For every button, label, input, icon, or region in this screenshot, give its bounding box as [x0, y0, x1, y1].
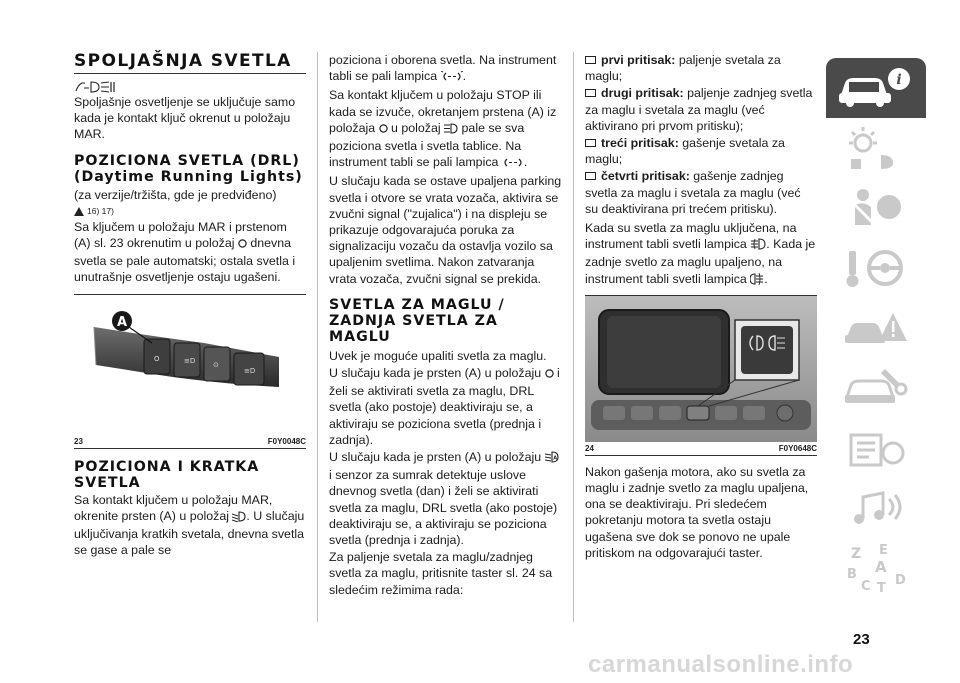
figure-24: [585, 296, 817, 442]
col3-p1-text-b: . Kada je zadnje svetlo za maglu upaljeno, na instrument tabli svetli lampica: [585, 237, 816, 286]
bullet-marker: [585, 139, 596, 147]
drl-refs: [74, 205, 306, 218]
headlight-icon: [74, 79, 306, 93]
watermark: carmanualsonline.info: [588, 651, 854, 678]
col2-p5-text-b: i želi se aktivirati svetla za maglu, DRL svetla (ako postoje) deaktiviraju se, a aktiviraju se poziciona svetla (prednja i zadnja).: [329, 366, 560, 447]
col2-paragraph-1: [329, 52, 562, 86]
pos-text-b: . U slučaju uključivanja kratkih svetala, dnevna svetla se gase a pale se: [74, 508, 305, 558]
col2-paragraph-2: [329, 87, 562, 172]
svg-text:≡D: ≡D: [244, 366, 256, 375]
title-rule: [74, 73, 306, 74]
col2-paragraph-5: [329, 365, 562, 448]
low-beam-icon: [232, 510, 246, 526]
bullet-second-press: [585, 85, 817, 134]
col2-paragraph-3: U slučaju kada se ostave upaljena parking svetla i otvore se vrata vozača, aktivira se zvučni signal ("zujalica") i na displeju se prikazuje odgovarajuća poruka za signalizaciju vozaču da ostavlja vozilo sa upaljenim svetlima. Nakon zatvaranja vrata vozača, zvučni signal se prekida.: [329, 174, 562, 286]
index-letter: D: [895, 573, 906, 588]
auto-light-ring-icon: [238, 237, 247, 253]
chapter-tabs: [826, 58, 926, 598]
column-2: [329, 52, 562, 598]
col2-p2-text-d: .: [523, 155, 528, 170]
bullet-first-press: [585, 52, 817, 84]
figure-23-code: F0Y0048C: [267, 436, 306, 446]
column-divider-1: [317, 52, 318, 622]
bullet-fourth-press: [585, 168, 817, 217]
figure-24-caption: [585, 444, 817, 453]
col3-p1-text-c: .: [764, 271, 768, 286]
position-lights-icon: [502, 156, 524, 172]
col2-paragraph-7: Za paljenje svetala za maglu/zadnjeg svetla za maglu, pritisnite taster sl. 24 sa sledećim režimima rada:: [329, 550, 553, 597]
index-letter: B: [847, 567, 857, 582]
drl-paragraph: [74, 219, 306, 286]
tab-index[interactable]: [826, 538, 926, 598]
maintenance-car-icon: [841, 365, 911, 411]
drl-text-a: Sa ključem u položaju MAR i prstenom (A) sl. 23 okrenutim u položaj: [74, 219, 287, 251]
index-letter: Z: [851, 546, 862, 562]
warning-icon: [74, 207, 84, 216]
airbag-safety-icon: [841, 185, 911, 231]
drl-variant-note: (za verzije/tržišta, gde je predviđeno): [74, 187, 277, 202]
warning-car-icon: [841, 305, 911, 351]
svg-text:⊙: ⊙: [213, 360, 219, 369]
figure-23-number: 23: [74, 436, 83, 446]
dashboard-lights-icon: [841, 125, 911, 171]
tab-starting-driving[interactable]: [826, 238, 926, 298]
col2-paragraph-6: [329, 449, 562, 548]
figure-23: [74, 295, 306, 435]
position-low-beam-paragraph: [74, 492, 306, 559]
position-lights-icon: [441, 70, 463, 86]
tab-multimedia[interactable]: [826, 478, 926, 538]
bullet-3-text: gašenje svetala za maglu;: [585, 136, 785, 167]
col3-paragraph-1: [585, 220, 817, 289]
technical-data-icon: [841, 425, 911, 471]
col3-paragraph-2: Nakon gašenja motora, ako su svetla za maglu i zadnje svetlo za maglu upaljena, ona se deaktiviraju. Pri sledećem pokretanju motora ta svetla ostaju ugašena sve dok se ponovo ne upale pritiskom na odgovarajući taster.: [585, 464, 809, 560]
column-3: [585, 52, 817, 561]
bullet-1-text: paljenje svetala za maglu;: [585, 53, 781, 84]
figure-23-callout-label: A: [116, 314, 128, 330]
bullet-3-label: treći pritisak:: [601, 136, 679, 151]
bullet-1-label: prvi pritisak:: [601, 53, 676, 67]
svg-text:O: O: [154, 354, 160, 363]
bullet-marker: [585, 89, 596, 97]
index-letter: E: [879, 543, 888, 558]
index-letter: A: [875, 558, 887, 576]
bullet-third-press: [585, 135, 817, 167]
index-letter: T: [877, 581, 886, 594]
col2-paragraph-4: Uvek je moguće upaliti svetla za maglu.: [329, 348, 547, 363]
svg-text:i: i: [896, 72, 902, 88]
front-fog-light-icon: [750, 238, 766, 254]
tab-safety[interactable]: [826, 178, 926, 238]
off-ring-icon: [545, 367, 554, 383]
col3-p1-text-a: Kada su svetla za maglu uključena, na instrument tabli svetli lampica: [585, 221, 797, 252]
column-divider-2: [573, 52, 574, 622]
page-number: 23: [853, 631, 870, 648]
index-icon: [841, 542, 911, 594]
rear-fog-light-icon: [750, 273, 764, 289]
section-title: SPOLJAŠNJA SVETLA: [74, 51, 292, 71]
svg-text:A: A: [552, 455, 557, 462]
pos-text-a: Sa kontakt ključem u položaju MAR, okrenite prsten (A) u položaj: [74, 492, 273, 523]
drl-refs-text: 16) 17): [87, 205, 114, 216]
bullet-4-label: četvrti pritisak:: [601, 169, 690, 184]
fog-lights-heading: SVETLA ZA MAGLU / ZADNJA SVETLA ZA MAGLU: [329, 296, 505, 345]
drl-text-b: dnevna svetla se pale automatski; ostala svetla i unutrašnje osvetljenje ostaju ugašeni.: [74, 236, 296, 285]
index-letter: C: [861, 579, 871, 594]
car-info-icon: [835, 65, 917, 111]
tab-maintenance[interactable]: [826, 358, 926, 418]
column-1: [74, 52, 306, 558]
position-low-beam-heading: POZICIONA I KRATKA SVETLA: [74, 458, 260, 491]
side-lights-icon: [444, 122, 458, 138]
bullet-marker: [585, 172, 596, 180]
col2-p6-text-b: i senzor za sumrak detektuje uslove dnevnog svetla (dan) i želi se aktivirati svetla za maglu, DRL svetla (ako postoje) deaktiviraju se, a aktiviraju se poziciona svetla (prednja i zadnja).: [329, 468, 558, 548]
bullet-4-text: gašenje zadnjeg svetla za maglu i svetala za maglu (već su deaktivirana pri trećem pritisku).: [585, 169, 801, 216]
bullet-2-text: paljenje zadnjeg svetla za maglu i svetala za maglu (već aktivirano pri prvom pritisku);: [585, 86, 813, 133]
col2-p5-text-a: U slučaju kada je prsten (A) u položaju: [329, 366, 545, 381]
tab-technical-data[interactable]: [826, 418, 926, 478]
col2-p6-text-a: U slučaju kada je prsten (A) u položaju: [329, 450, 545, 465]
off-ring-icon: [379, 122, 388, 138]
multimedia-icon: [841, 485, 911, 531]
tab-car-info[interactable]: [826, 58, 926, 118]
bullet-marker: [585, 56, 596, 64]
col2-p2-text-c: pale se sva poziciona svetla i svetla tablice. Na instrument tabli se pali lampica: [329, 120, 525, 170]
col2-p2-text-b: u položaj: [387, 120, 445, 135]
svg-text:≡D: ≡D: [184, 356, 196, 365]
col2-p1-text-b: .: [462, 69, 467, 84]
figure-24-number: 24: [585, 443, 594, 453]
drl-heading: POZICIONA SVETLA (DRL) (Daytime Running Lights): [74, 152, 303, 185]
tab-dashboard-lights[interactable]: [826, 118, 926, 178]
figure-24-code: F0Y0648C: [778, 443, 817, 453]
figure-24-bottom-rule: [585, 455, 817, 456]
figure-23-caption: [74, 437, 306, 446]
tab-warning-lights[interactable]: [826, 298, 926, 358]
auto-headlight-icon: [545, 451, 559, 467]
intro-paragraph: Spoljašnje osvetljenje se uključuje samo kada je kontakt ključ okrenut u položaju MAR.: [74, 95, 296, 142]
col2-p1-text-a: poziciona i oborena svetla. Na instrument tabli se pali lampica: [329, 53, 557, 84]
bullet-2-label: drugi pritisak:: [601, 86, 684, 101]
figure-23-bottom-rule: [74, 448, 306, 449]
col2-p2-text-a: Sa kontakt ključem u položaju STOP ili kada se izvuče, okretanjem prstena (A) iz položaja: [329, 88, 557, 135]
key-steering-icon: [841, 245, 911, 291]
